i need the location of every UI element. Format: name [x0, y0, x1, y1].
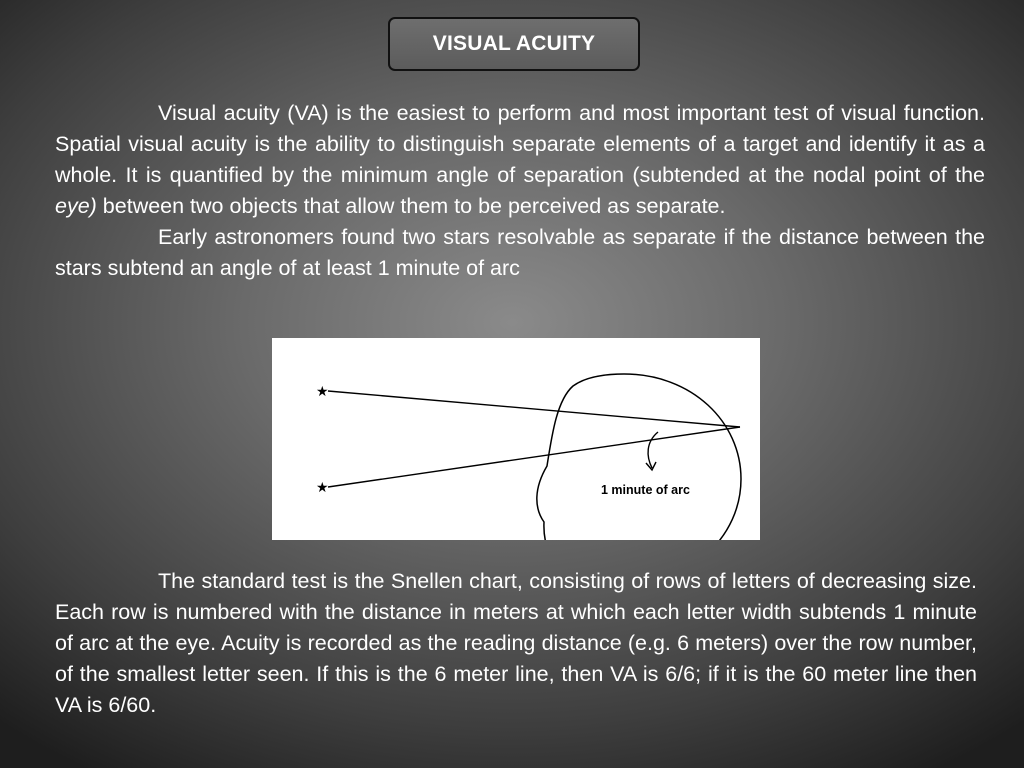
slide-title-box	[388, 17, 640, 71]
paragraph-visual-acuity-definition	[55, 98, 985, 222]
eye-diagram	[272, 338, 760, 540]
eye-outline	[537, 374, 741, 540]
minute-of-arc-label: 1 minute of arc	[601, 483, 690, 497]
slide-title: VISUAL ACUITY	[432, 32, 596, 55]
curved-arrow-icon	[648, 432, 658, 468]
star-icon: ★	[316, 480, 329, 496]
intro-text-block	[55, 98, 985, 284]
paragraph-1-text: Visual acuity (VA) is the easiest to perform and most important test of visual function. Spatial visual acuity is the ability to distinguish separate elements of a target and identify it as a whole. It is quantified by the minimum angle of separation (subtended at the nodal point of the	[55, 101, 985, 187]
lower-sight-line	[328, 427, 740, 487]
paragraph-snellen-chart: The standard test is the Snellen chart, consisting of rows of letters of decreasing size. Each row is numbered with the distance in meters at which each letter width subtends 1 minute of arc at the eye. Acuity is recorded as the reading distance (e.g. 6 meters) over the row number, of the smallest letter seen. If this is the 6 meter line, then VA is 6/6; if it is the 60 meter line then VA is 6/60.	[55, 569, 977, 717]
minute-of-arc-diagram	[272, 338, 760, 540]
upper-sight-line	[328, 391, 740, 427]
star-icon: ★	[316, 384, 329, 400]
paragraph-astronomers: Early astronomers found two stars resolvable as separate if the distance between the stars subtend an angle of at least 1 minute of arc	[55, 225, 985, 280]
snellen-text-block	[55, 566, 977, 721]
paragraph-1-text-end: between two objects that allow them to be perceived as separate.	[96, 194, 726, 218]
paragraph-1-emphasis: eye)	[55, 194, 97, 218]
